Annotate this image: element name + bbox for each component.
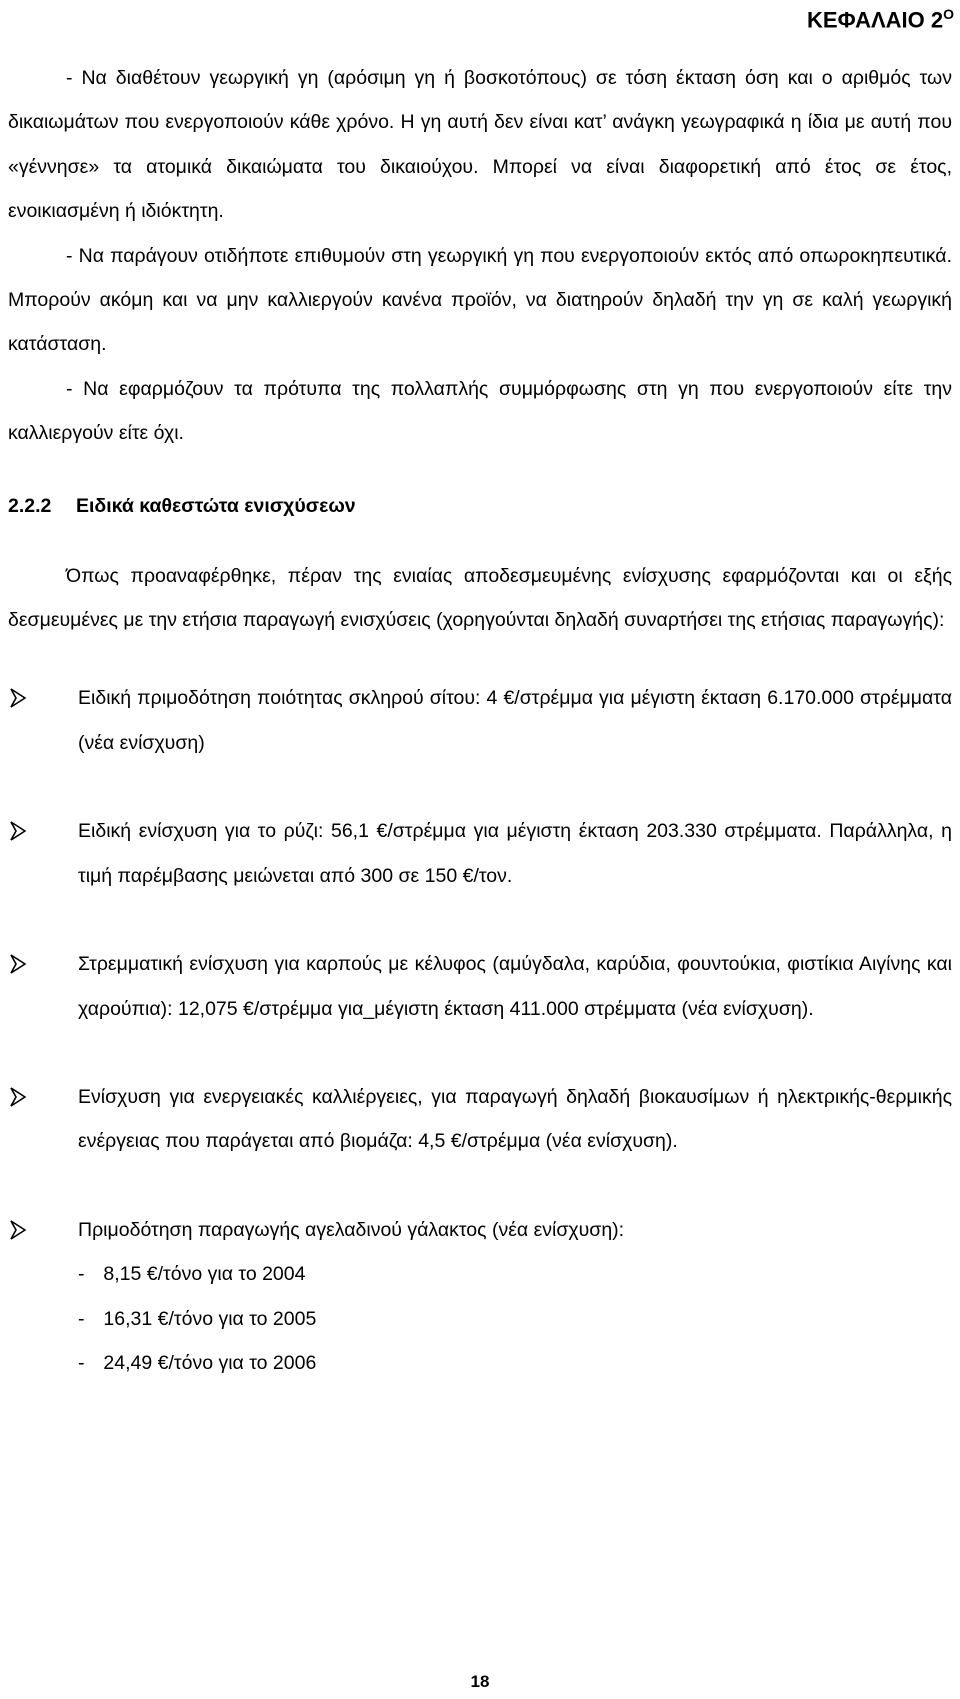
arrowhead-bullet-icon <box>10 688 26 708</box>
paragraph-cross-compliance: - Να εφαρμόζουν τα πρότυπα της πολλαπλής συμμόρφωσης στη γη που ενεργοποιούν είτε την καλλιεργούν είτε όχι. <box>8 377 952 445</box>
document-body <box>8 56 952 1385</box>
list-item: - 16,31 €/τόνο για το 2005 <box>78 1307 317 1330</box>
section-number: 2.2.2 <box>8 494 52 517</box>
arrowhead-bullet-icon <box>10 1087 26 1107</box>
paragraph-land-requirement: - Να διαθέτουν γεωργική γη (αρόσιμη γη ή βοσκοτόπους) σε τόση έκταση όση και ο αριθμός των δικαιωμάτων που ενεργοποιούν κάθε χρόνο. Η γη αυτή δεν είναι κατ’ ανάγκη γεωγραφικά η ίδια με αυτή που «γέννησε» τα ατομικά δικαιώματα του δικαιούχου. Μπορεί να είναι διαφορετική από έτος σε έτος, ενοικιασμένη ή ιδιόκτητη. <box>8 67 952 223</box>
section-intro: Όπως προαναφέρθηκε, πέραν της ενιαίας αποδεσμευμένης ενίσχυσης εφαρμόζονται και οι εξής δεσμευμένες με την ετήσια παραγωγή ενισχύσεις (χορηγούνται δηλαδή συναρτήσει της ετήσιας παραγωγής): <box>8 564 952 632</box>
bullet-text: Ενίσχυση για ενεργειακές καλλιέργειες, για παραγωγή δηλαδή βιοκαυσίμων ή ηλεκτρικής-θερμικής ενέργειας που παράγεται από βιομάζα: 4,5 €/στρέμμα (νέα ενίσχυση). <box>78 1085 952 1153</box>
list-item <box>8 1075 952 1164</box>
list-item: - 24,49 €/τόνο για το 2006 <box>78 1351 317 1374</box>
list-item <box>8 809 952 898</box>
list-item: - 8,15 €/τόνο για το 2004 <box>78 1263 306 1286</box>
milk-premium-value: 8,15 €/τόνο για το 2004 <box>103 1263 306 1286</box>
bullet-text: Ειδική πριμοδότηση ποιότητας σκληρού σίτου: 4 €/στρέμμα για μέγιστη έκταση 6.170.000 στρέμματα (νέα ενίσχυση) <box>78 687 952 754</box>
chapter-header <box>807 0 954 34</box>
list-item <box>8 942 952 1031</box>
subsidy-list <box>8 676 952 1385</box>
bullet-text: Ειδική ενίσχυση για το ρύζι: 56,1 €/στρέμμα για μέγιστη έκταση 203.330 στρέμματα. Παράλληλα, η τιμή παρέμβασης μειώνεται από 300 σε 150 €/τον. <box>78 820 952 887</box>
arrowhead-bullet-icon <box>10 821 26 841</box>
chapter-title: ΚΕΦΑΛΑΙΟ 2 <box>807 7 944 33</box>
arrowhead-bullet-icon <box>10 1220 26 1240</box>
milk-premium-list <box>78 1252 952 1385</box>
page-number: 18 <box>470 1672 490 1691</box>
milk-premium-value: 16,31 €/τόνο για το 2005 <box>103 1307 317 1330</box>
section-title: Ειδικά καθεστώτα ενισχύσεων <box>76 494 356 517</box>
list-item <box>8 676 952 765</box>
section-heading <box>8 484 952 528</box>
milk-premium-value: 24,49 €/τόνο για το 2006 <box>103 1351 317 1374</box>
chapter-superscript: Ο <box>943 6 954 22</box>
arrowhead-bullet-icon <box>10 954 26 974</box>
bullet-text: Πριμοδότηση παραγωγής αγελαδινού γάλακτος (νέα ενίσχυση): <box>78 1218 625 1241</box>
bullet-text: Στρεμματική ενίσχυση για καρπούς με κέλυφος (αμύγδαλα, καρύδια, φουντούκια, φιστίκια Αιγίνης και χαρούπια): 12,075 €/στρέμμα για_μέγιστη έκταση 411.000 στρέμματα (νέα ενίσχυση). <box>78 953 952 1020</box>
list-item <box>8 1208 952 1386</box>
paragraph-production-freedom: - Να παράγουν οτιδήποτε επιθυμούν στη γεωργική γη που ενεργοποιούν εκτός από οπωροκηπευτικά. Μπορούν ακόμη και να μην καλλιεργούν κανένα προϊόν, να διατηρούν δηλαδή την γη σε καλή γεωργική κατάσταση. <box>8 244 952 356</box>
